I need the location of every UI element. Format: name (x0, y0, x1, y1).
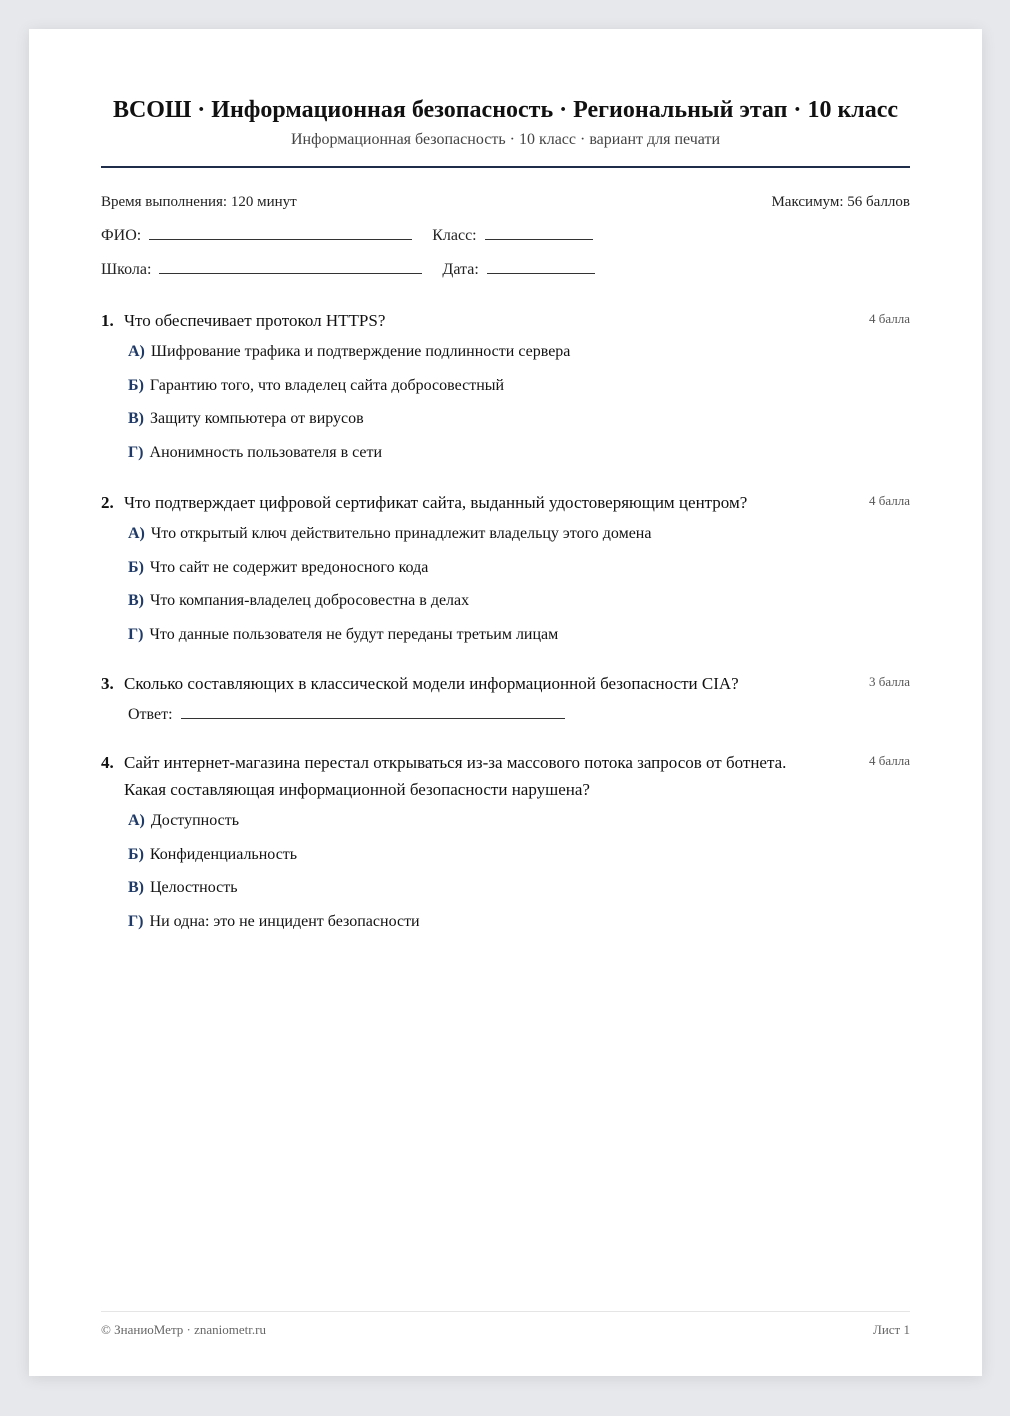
question-points: 4 балла (869, 311, 910, 326)
question-text: Сколько составляющих в классической модели информационной безопасности CIA? (124, 674, 739, 693)
option-letter: А) (128, 812, 145, 829)
option-letter: В) (128, 879, 144, 897)
option-a[interactable] (128, 811, 910, 845)
option-text: Анонимность пользователя в сети (149, 443, 383, 461)
question-points: 3 балла (869, 674, 910, 689)
question-2 (101, 489, 910, 658)
question-number: 4. (101, 753, 114, 772)
answer-input-line[interactable] (181, 704, 565, 719)
answer-label: Ответ: (128, 706, 173, 723)
option-letter: Г) (128, 443, 144, 461)
option-letter: Б) (128, 376, 144, 394)
option-a[interactable] (128, 524, 910, 558)
time-limit: Время выполнения: 120 минут (101, 194, 297, 210)
meta-row (101, 192, 910, 212)
option-letter: В) (128, 592, 144, 610)
option-text: Гарантию того, что владелец сайта добросовестный (149, 376, 505, 394)
option-letter: Г) (128, 625, 144, 643)
option-a[interactable] (128, 342, 910, 376)
option-b[interactable] (128, 845, 910, 879)
option-g[interactable] (128, 912, 910, 946)
question-points: 4 балла (869, 753, 910, 768)
option-b[interactable] (128, 558, 910, 592)
class-label: Класс: (432, 227, 477, 244)
fio-label: ФИО: (101, 227, 142, 244)
option-letter: Б) (128, 845, 144, 863)
option-text: Что сайт не содержит вредоносного кода (149, 558, 429, 576)
option-letter: В) (128, 410, 144, 428)
question-text: Сайт интернет-магазина перестал открываться из-за массового потока запросов от ботнета. Какая составляющая информационной безопасности нарушена? (124, 753, 787, 799)
question-text: Что подтверждает цифровой сертификат сайта, выданный удостоверяющим центром? (124, 493, 748, 512)
field-row-school-date (101, 259, 595, 280)
option-letter: А) (128, 343, 145, 360)
question-head (101, 670, 910, 697)
question-text: Что обеспечивает протокол HTTPS? (124, 311, 386, 330)
school-label: Школа: (101, 261, 152, 278)
option-text: Защиту компьютера от вирусов (150, 410, 364, 428)
option-v[interactable] (128, 878, 910, 912)
option-text: Конфиденциальность (149, 845, 298, 863)
question-1 (101, 307, 910, 476)
option-g[interactable] (128, 443, 910, 477)
question-points: 4 балла (869, 493, 910, 508)
option-letter: Г) (128, 912, 144, 930)
options-list (101, 811, 910, 945)
option-v[interactable] (128, 591, 910, 625)
class-input-line[interactable] (485, 225, 593, 240)
options-list (101, 342, 910, 476)
max-score: Максимум: 56 баллов (771, 194, 910, 210)
date-input-line[interactable] (487, 259, 595, 274)
option-text: Целостность (150, 879, 238, 897)
options-list (101, 524, 910, 658)
answer-row (101, 704, 910, 725)
field-row-name-class (101, 225, 593, 246)
option-v[interactable] (128, 409, 910, 443)
date-label: Дата: (442, 261, 479, 278)
exam-sheet (29, 29, 982, 1376)
footer-divider (101, 1311, 910, 1312)
fio-input-line[interactable] (149, 225, 412, 240)
header-divider (101, 166, 910, 168)
option-letter: А) (128, 525, 145, 542)
question-number: 2. (101, 493, 114, 512)
option-text: Ни одна: это не инцидент безопасности (149, 912, 420, 930)
page-title: ВСОШ · Информационная безопасность · Региональный этап · 10 класс (112, 97, 899, 123)
page-subtitle: Информационная безопасность · 10 класс · вариант для печати (290, 131, 721, 148)
option-text: Что открытый ключ действительно принадлежит владельцу этого домена (150, 525, 652, 542)
option-text: Что данные пользователя не будут переданы третьим лицам (149, 625, 559, 643)
option-b[interactable] (128, 376, 910, 410)
footer-page-number: Лист 1 (873, 1322, 910, 1337)
question-4 (101, 749, 910, 945)
footer-copyright: © ЗнаниоМетр · znaniometr.ru (101, 1322, 266, 1337)
question-head (101, 489, 910, 516)
option-text: Что компания-владелец добросовестна в делах (150, 592, 470, 610)
question-number: 3. (101, 674, 114, 693)
option-letter: Б) (128, 558, 144, 576)
option-text: Шифрование трафика и подтверждение подлинности сервера (150, 343, 571, 360)
school-input-line[interactable] (159, 259, 422, 274)
question-number: 1. (101, 311, 114, 330)
question-3 (101, 670, 910, 725)
question-head (101, 749, 910, 803)
option-text: Доступность (150, 812, 239, 829)
option-g[interactable] (128, 625, 910, 659)
question-head (101, 307, 910, 334)
